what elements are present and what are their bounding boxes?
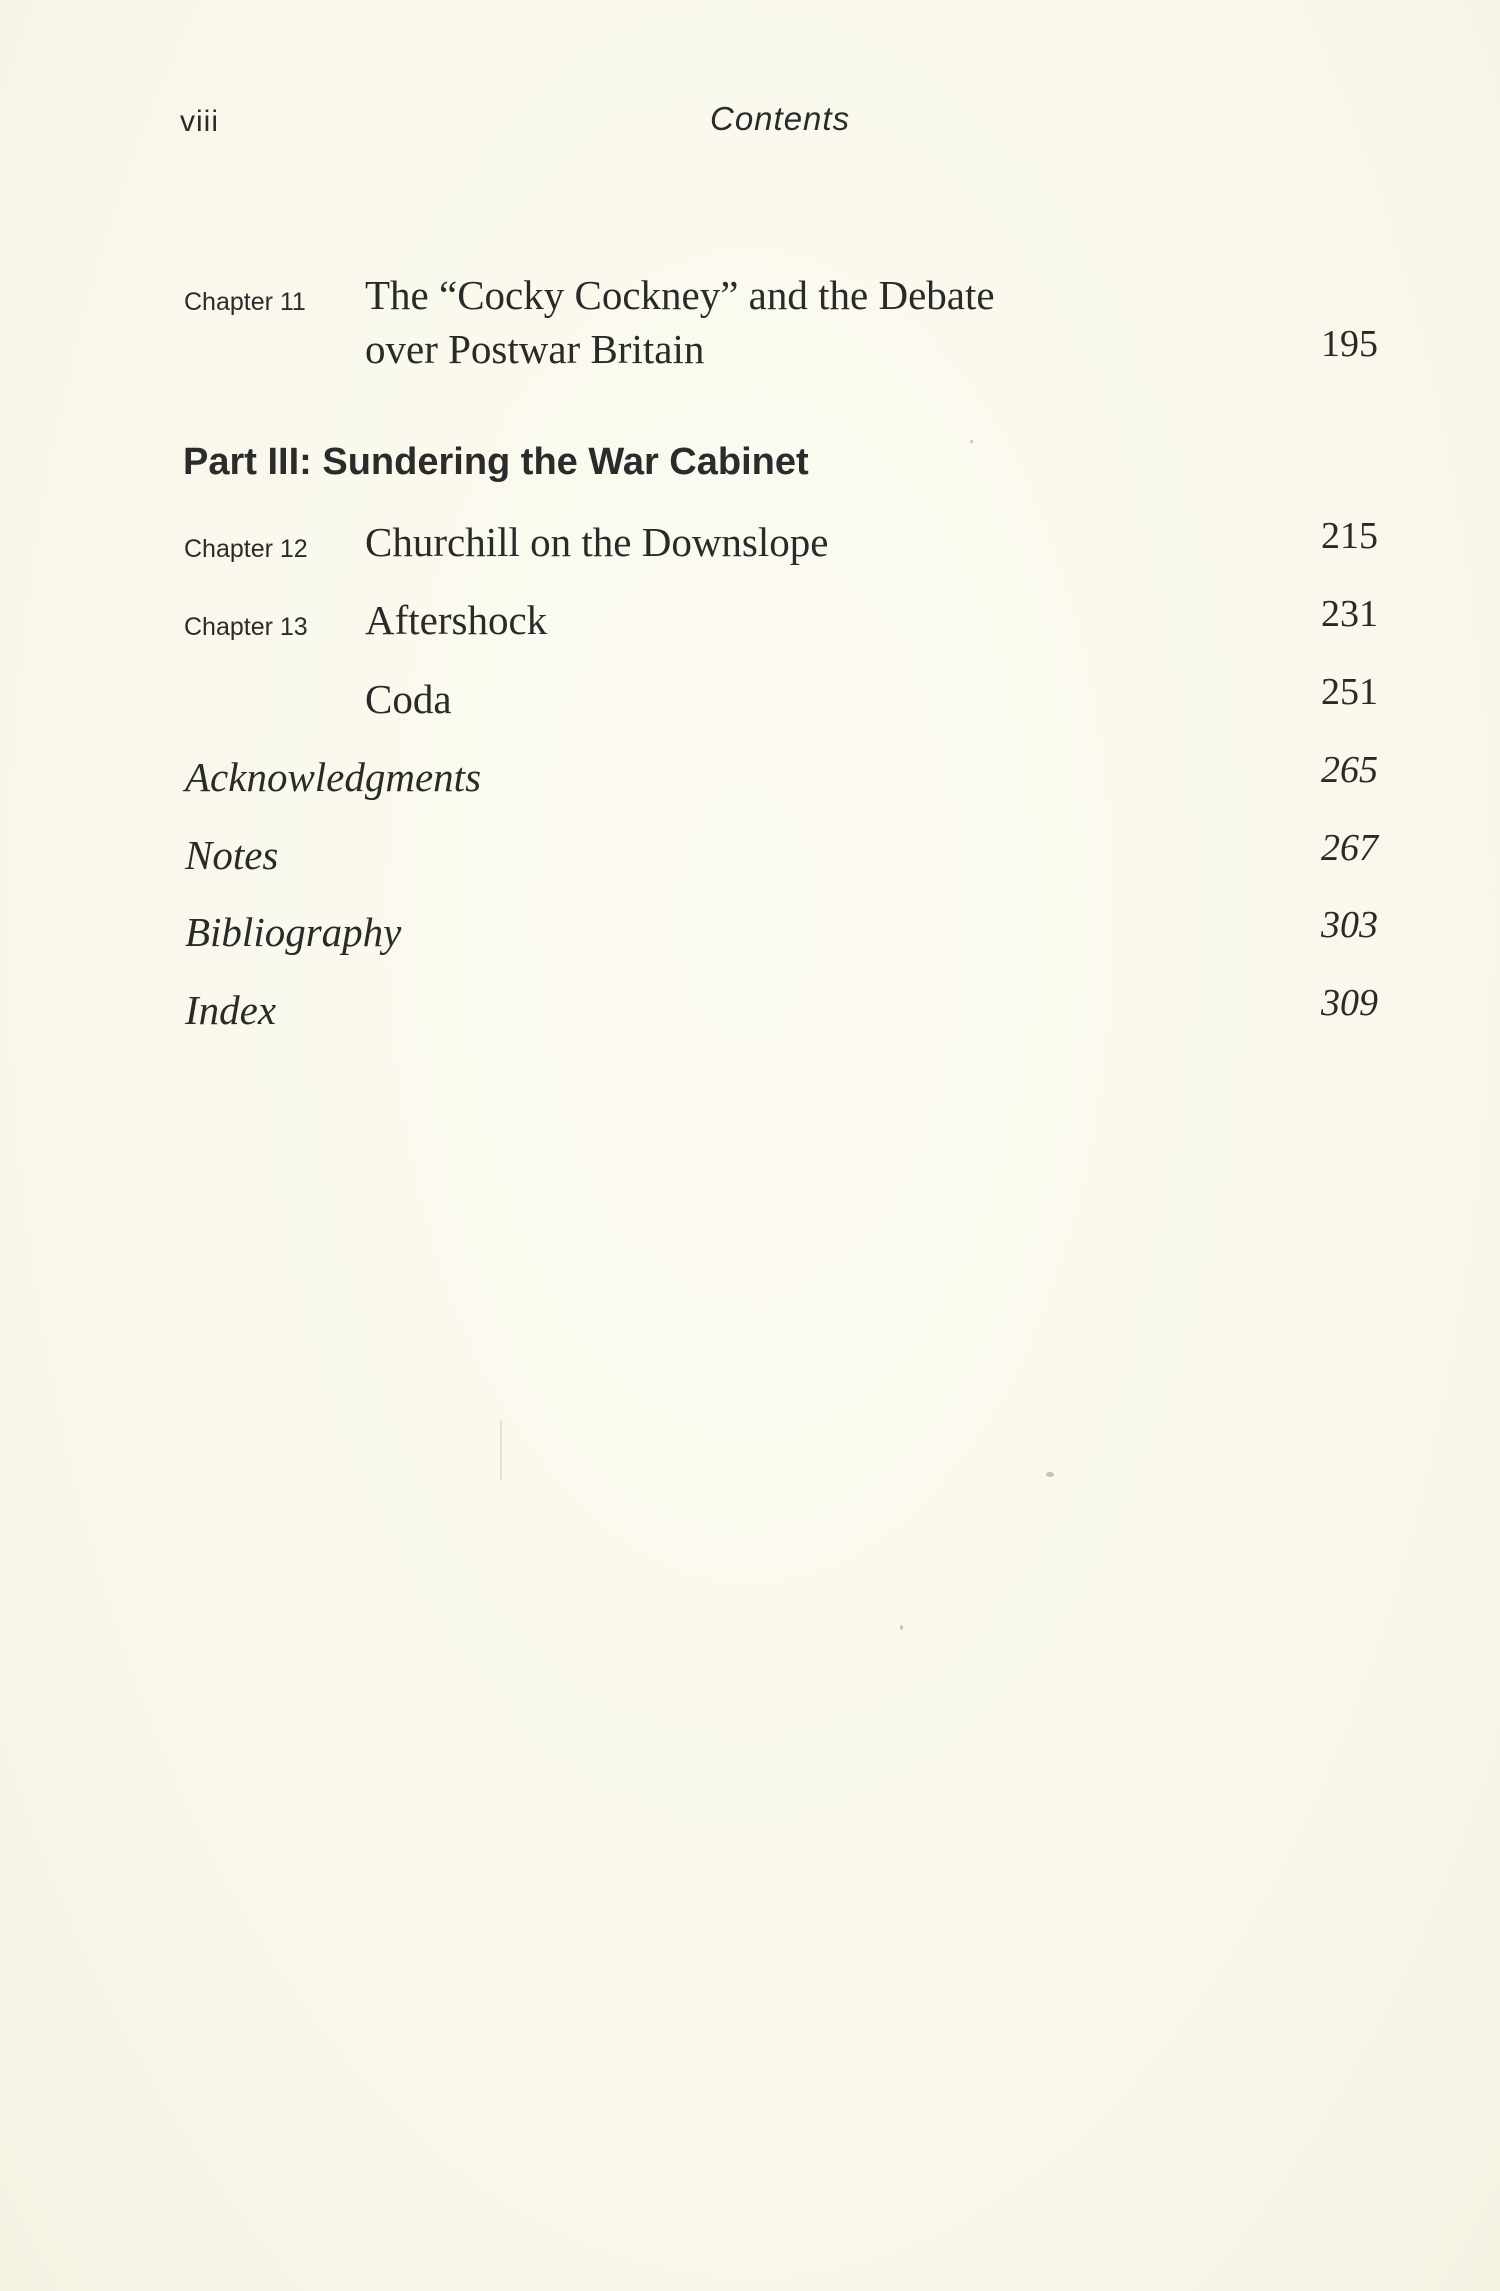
running-head-title: Contents (710, 100, 851, 137)
chapter-11-title-line1: The “Cocky Cockney” and the Debate (365, 272, 995, 318)
coda-title: Coda (365, 676, 452, 722)
notes-page: 267 (1321, 827, 1378, 869)
paper-speck (900, 1625, 903, 1630)
coda-page: 251 (1321, 671, 1378, 713)
notes-title: Notes (185, 832, 279, 878)
paper-speck (970, 440, 973, 443)
acknowledgments-page: 265 (1321, 749, 1378, 791)
chapter-11-page: 195 (1321, 323, 1378, 365)
bibliography-page: 303 (1321, 904, 1378, 946)
chapter-12-page: 215 (1321, 515, 1378, 557)
chapter-13-title: Aftershock (365, 597, 548, 643)
chapter-12-title: Churchill on the Downslope (365, 519, 829, 565)
page-folio: viii (180, 105, 219, 138)
chapter-13-page: 231 (1321, 593, 1378, 635)
paper-mark (500, 1420, 502, 1480)
chapter-13-label: Chapter 13 (184, 613, 308, 641)
index-title: Index (185, 987, 277, 1033)
chapter-11-label: Chapter 11 (184, 288, 306, 316)
part-heading: Part III: Sundering the War Cabinet (183, 441, 809, 483)
index-page: 309 (1321, 982, 1378, 1024)
chapter-11-title-line2: over Postwar Britain (365, 326, 705, 372)
paper-speck (1046, 1472, 1054, 1477)
chapter-12-label: Chapter 12 (184, 535, 308, 563)
bibliography-title: Bibliography (185, 909, 402, 955)
acknowledgments-title: Acknowledgments (185, 754, 482, 800)
